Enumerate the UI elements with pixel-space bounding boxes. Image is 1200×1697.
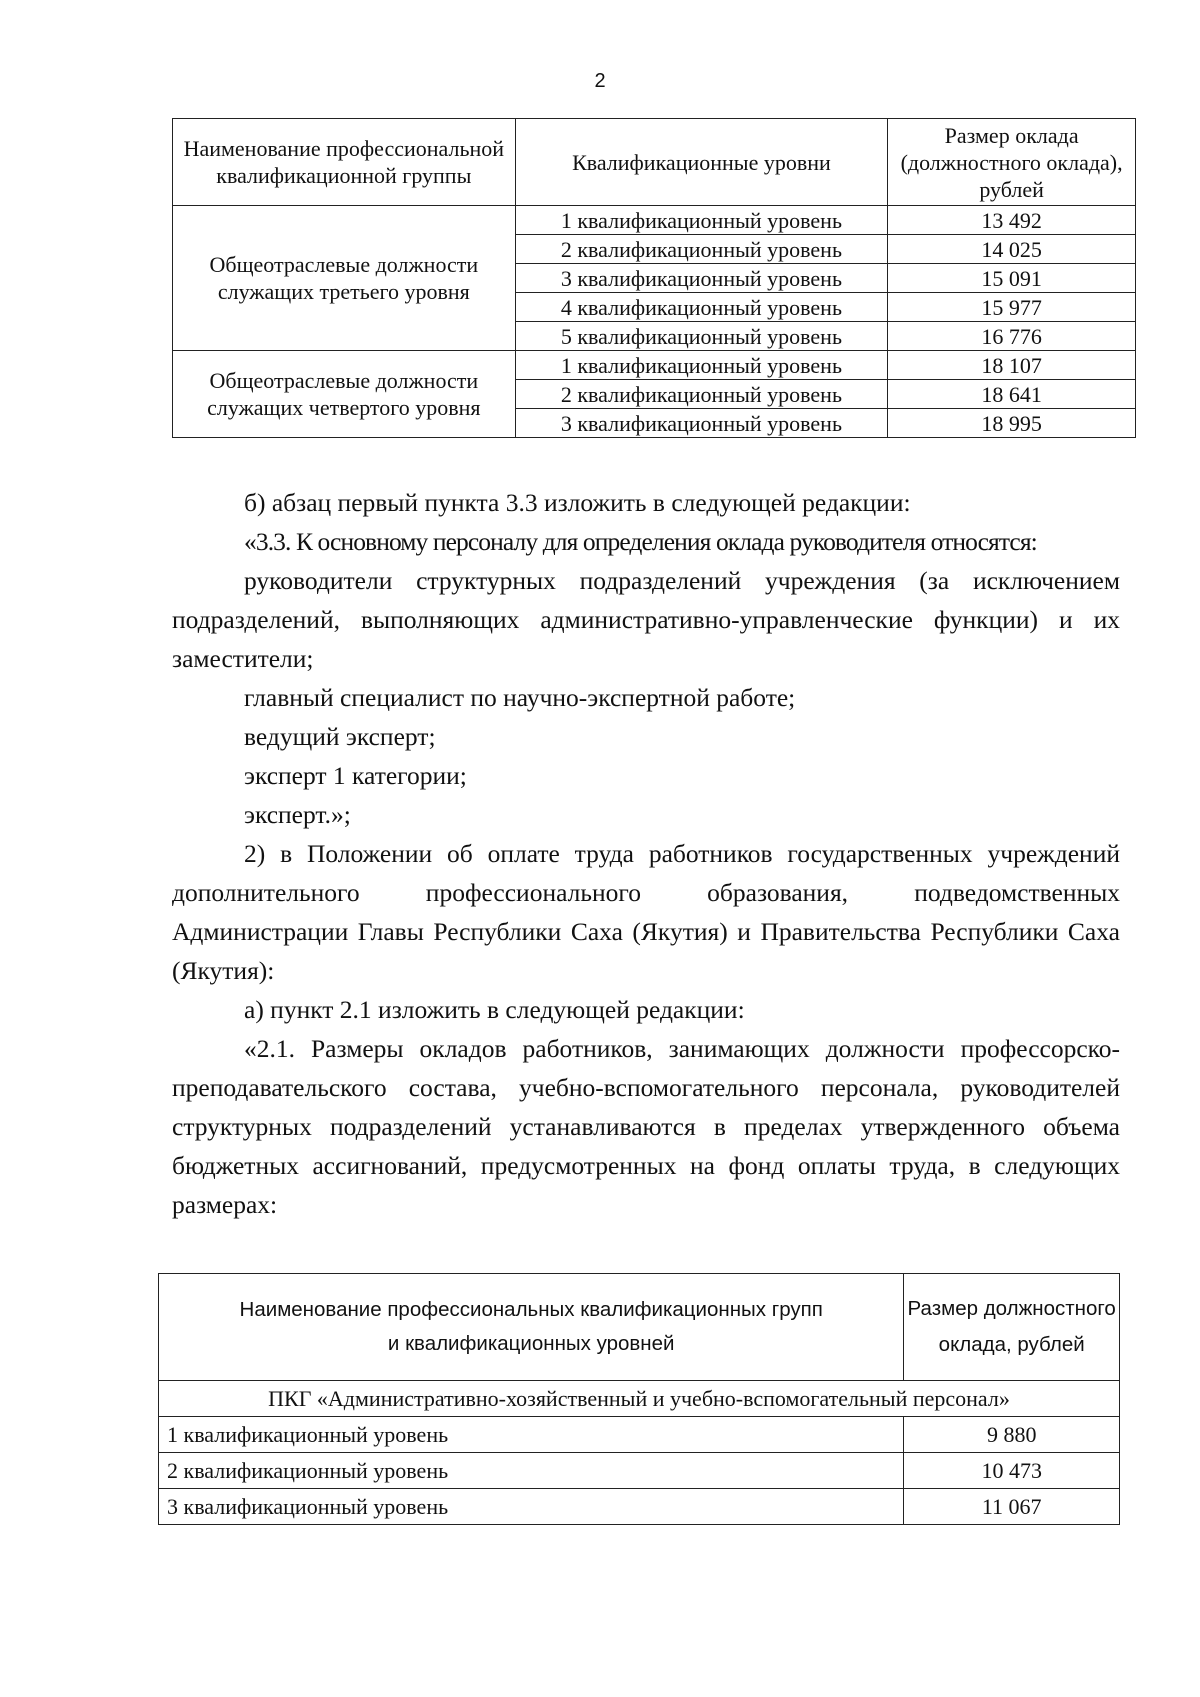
salary-table-general-positions bbox=[172, 118, 1136, 438]
table-row bbox=[173, 206, 1136, 235]
header-salary: Размер оклада (должностного оклада), рублей bbox=[888, 119, 1136, 206]
paragraph-structural-heads: руководители структурных подразделений учреждения (за исключением подразделений, выполняющих административно-управленческие функции) и их заместители; bbox=[172, 566, 1120, 673]
qualification-level: 3 квалификационный уровень bbox=[515, 264, 888, 293]
table-row bbox=[159, 1453, 1120, 1489]
header-group-name: Наименование профессиональной квалификационной группы bbox=[173, 119, 516, 206]
salary-value: 10 473 bbox=[904, 1453, 1120, 1489]
qualification-level: 1 квалификационный уровень bbox=[515, 351, 888, 380]
qualification-level: 5 квалификационный уровень bbox=[515, 322, 888, 351]
salary-value: 15 977 bbox=[888, 293, 1136, 322]
qualification-level: 3 квалификационный уровень bbox=[159, 1489, 904, 1525]
header-line: Наименование профессиональных квалификационных групп bbox=[239, 1298, 823, 1321]
salary-value: 15 091 bbox=[888, 264, 1136, 293]
qualification-level: 4 квалификационный уровень bbox=[515, 293, 888, 322]
qualification-level: 1 квалификационный уровень bbox=[515, 206, 888, 235]
page-number: 2 bbox=[594, 70, 606, 92]
salary-value: 11 067 bbox=[904, 1489, 1120, 1525]
salary-value: 9 880 bbox=[904, 1417, 1120, 1453]
qualification-level: 3 квалификационный уровень bbox=[515, 409, 888, 438]
salary-value: 14 025 bbox=[888, 235, 1136, 264]
body-text bbox=[172, 483, 1120, 1224]
salary-value: 16 776 bbox=[888, 322, 1136, 351]
header-groups-and-levels bbox=[159, 1274, 904, 1381]
table-header-row bbox=[173, 119, 1136, 206]
paragraph-chief-specialist: главный специалист по научно-экспертной работе; bbox=[244, 683, 796, 712]
salary-value: 18 995 bbox=[888, 409, 1136, 438]
paragraph-item-2: 2) в Положении об оплате труда работников государственных учреждений дополнительного профессионального образования, подведомственных Администрации Главы Республики Саха (Якутия) и Правительства Республики Саха (Якутия): bbox=[172, 839, 1120, 985]
paragraph-item-a: а) пункт 2.1 изложить в следующей редакции: bbox=[244, 995, 745, 1024]
pkg-title: ПКГ «Административно-хозяйственный и учебно-вспомогательный персонал» bbox=[159, 1381, 1120, 1417]
paragraph-2-1: «2.1. Размеры окладов работников, занимающих должности профессорско-преподавательского состава, учебно-вспомогательного персонала, руководителей структурных подразделений устанавливаются в пределах утвержденного объема бюджетных ассигнований, предусмотренных на фонд оплаты труда, в следующих размерах: bbox=[172, 1034, 1120, 1219]
qualification-level: 2 квалификационный уровень bbox=[159, 1453, 904, 1489]
paragraph-expert-category-1: эксперт 1 категории; bbox=[244, 761, 467, 790]
qualification-level: 2 квалификационный уровень bbox=[515, 235, 888, 264]
group-name-third-level: Общеотраслевые должности служащих третьего уровня bbox=[173, 206, 516, 351]
salary-table-additional-education bbox=[158, 1273, 1120, 1525]
qualification-level: 2 квалификационный уровень bbox=[515, 380, 888, 409]
paragraph-expert: эксперт.»; bbox=[244, 800, 351, 829]
table-header-row bbox=[159, 1274, 1120, 1381]
header-line: и квалификационных уровней bbox=[387, 1332, 675, 1355]
salary-value: 13 492 bbox=[888, 206, 1136, 235]
table-row bbox=[159, 1489, 1120, 1525]
pkg-row bbox=[159, 1381, 1120, 1417]
salary-value: 18 641 bbox=[888, 380, 1136, 409]
header-salary: Размер должностного оклада, рублей bbox=[904, 1274, 1120, 1381]
paragraph-3-3-intro: «3.3. К основному персоналу для определения оклада руководителя относятся: bbox=[244, 527, 1037, 556]
paragraph-lead-expert: ведущий эксперт; bbox=[244, 722, 436, 751]
table-row bbox=[173, 351, 1136, 380]
qualification-level: 1 квалификационный уровень bbox=[159, 1417, 904, 1453]
table-row bbox=[159, 1417, 1120, 1453]
group-name-fourth-level: Общеотраслевые должности служащих четвертого уровня bbox=[173, 351, 516, 438]
paragraph-item-b: б) абзац первый пункта 3.3 изложить в следующей редакции: bbox=[244, 488, 911, 517]
header-qualification-levels: Квалификационные уровни bbox=[515, 119, 888, 206]
salary-value: 18 107 bbox=[888, 351, 1136, 380]
